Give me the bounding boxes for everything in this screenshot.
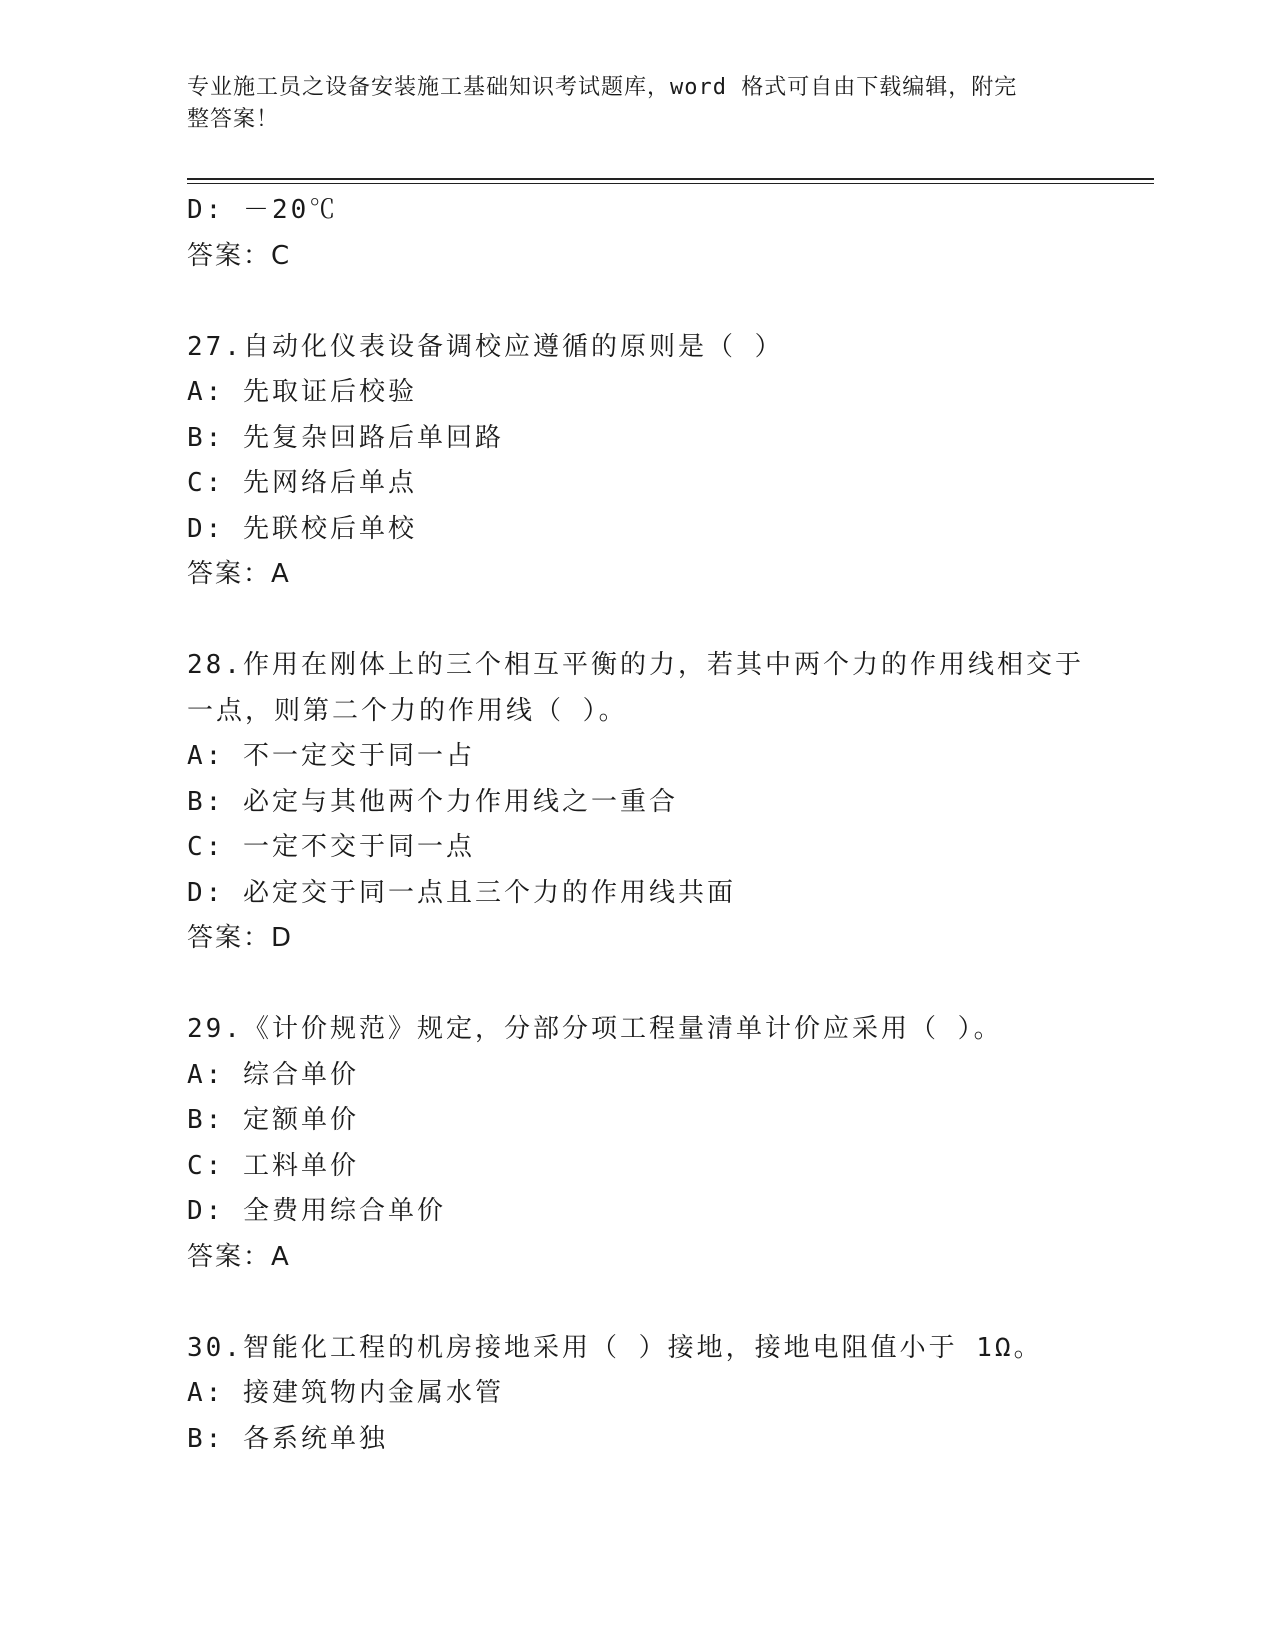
- answer: 答案：C: [187, 240, 292, 271]
- option-c: C: 一定不交于同一点: [187, 832, 475, 862]
- question-text: 28.作用在刚体上的三个相互平衡的力，若其中两个力的作用线相交于: [187, 650, 1084, 680]
- question-28: [187, 643, 1087, 962]
- option-d: D: 必定交于同一点且三个力的作用线共面: [187, 877, 736, 908]
- option-b: B: 各系统单独: [187, 1423, 388, 1454]
- header-line-2: 整答案！: [187, 107, 280, 132]
- answer: 答案：D: [187, 923, 294, 953]
- question-27: [187, 325, 1087, 598]
- answer: 答案：A: [187, 559, 291, 589]
- question-text: 30.智能化工程的机房接地采用（ ）接地，接地电阻值小于 1Ω。: [187, 1332, 1043, 1363]
- question-29: [187, 1007, 1087, 1280]
- option-a: A: 先取证后校验: [187, 377, 417, 407]
- question-text: 29.《计价规范》规定，分部分项工程量清单计价应采用（ ）。: [187, 1014, 1003, 1044]
- option-b: B: 必定与其他两个力作用线之一重合: [187, 786, 678, 817]
- option-a: A: 综合单价: [187, 1059, 359, 1090]
- question-list: [187, 188, 1087, 1462]
- document-header: [187, 72, 1067, 136]
- option-b: B: 定额单价: [187, 1105, 359, 1135]
- option-b: B: 先复杂回路后单回路: [187, 422, 504, 453]
- option-d: D: 先联校后单校: [187, 513, 417, 544]
- answer: 答案：A: [187, 1241, 291, 1272]
- option-c: C: 工料单价: [187, 1150, 359, 1181]
- header-divider-thick: [187, 178, 1154, 180]
- question-30: [187, 1326, 1087, 1463]
- question-text-continued: 一点，则第二个力的作用线（ ）。: [187, 695, 628, 726]
- option-d: D: －20℃: [187, 195, 339, 225]
- previous-question-tail: [187, 188, 1087, 279]
- header-divider-thin: [187, 183, 1154, 184]
- option-a: A: 不一定交于同一占: [187, 741, 475, 771]
- option-a: A: 接建筑物内金属水管: [187, 1378, 504, 1408]
- question-text: 27.自动化仪表设备调校应遵循的原则是（ ）: [187, 331, 784, 362]
- option-d: D: 全费用综合单价: [187, 1196, 446, 1226]
- option-c: C: 先网络后单点: [187, 468, 417, 498]
- header-line-1: 专业施工员之设备安装施工基础知识考试题库，word 格式可自由下载编辑，附完: [187, 75, 1018, 100]
